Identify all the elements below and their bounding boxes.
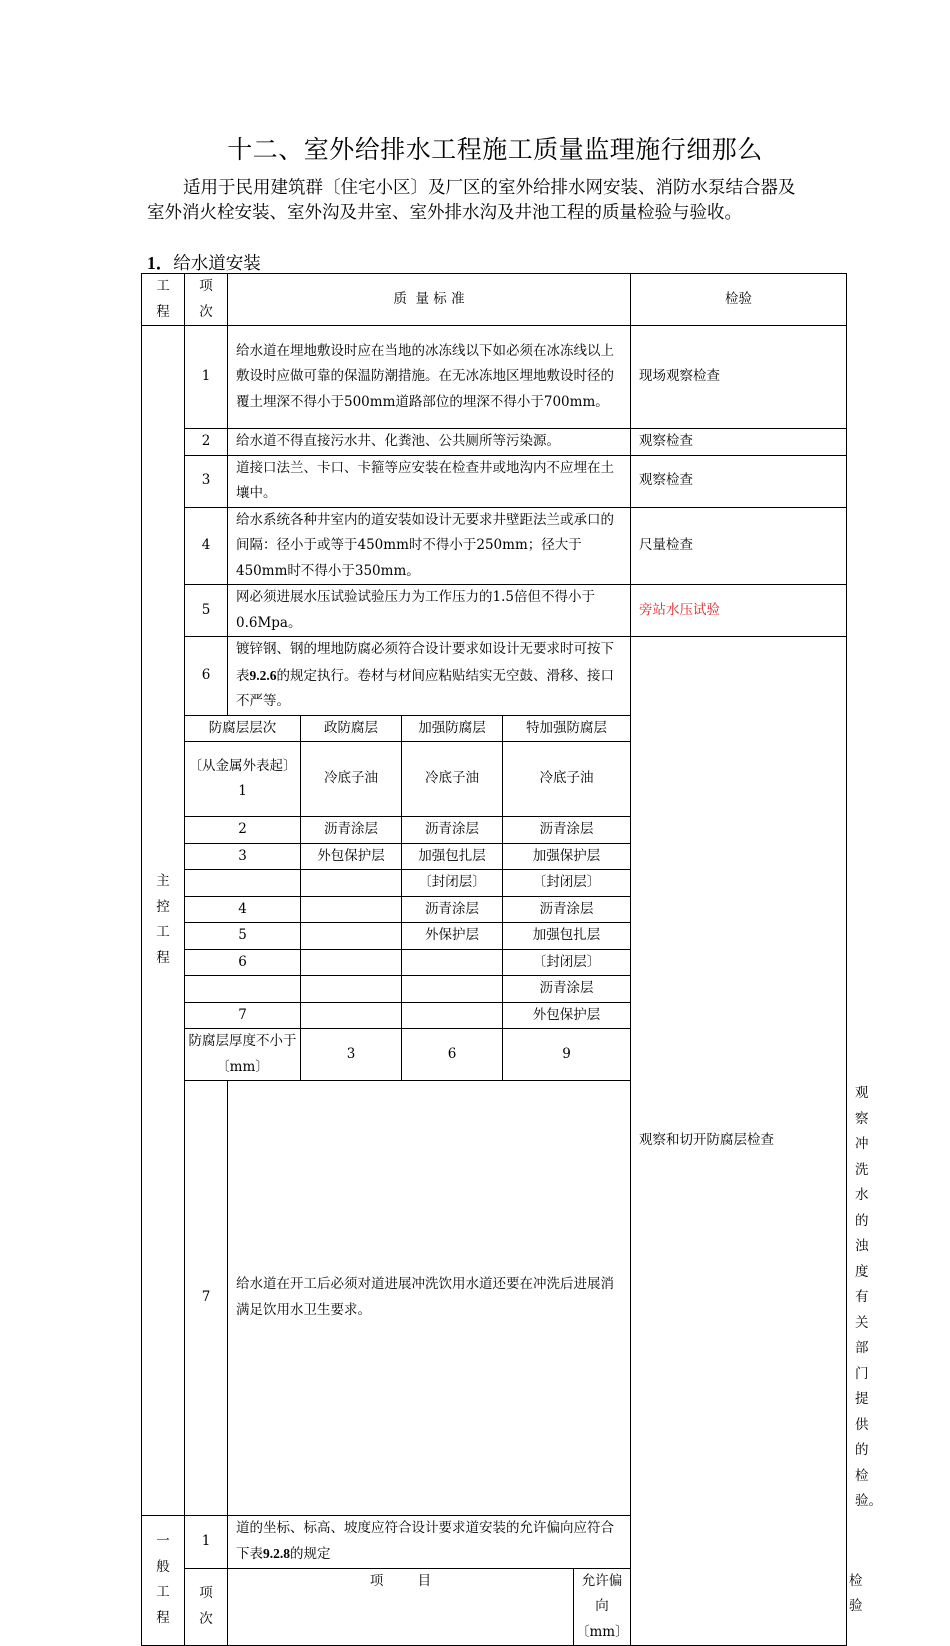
thickness-value: 6	[402, 1029, 503, 1081]
thickness-value: 3	[301, 1029, 402, 1081]
anticorrosion-layer-no	[185, 976, 301, 1003]
thickness-value: 9	[503, 1029, 631, 1081]
anticorrosion-cell	[301, 896, 402, 923]
section-label: 给水道安装	[173, 254, 261, 274]
table-row	[142, 585, 847, 637]
anticorrosion-cell: 沥青涂层	[503, 817, 631, 844]
anticorrosion-layer-no: 2	[185, 817, 301, 844]
anticorrosion-layer-no: 7	[185, 1002, 301, 1029]
standard-text: 给水道不得直接污水井、化粪池、公共厕所等污染源。	[228, 429, 631, 456]
item-no: 1	[185, 1515, 228, 1568]
table-row	[142, 455, 847, 507]
item-no: 2	[185, 429, 228, 456]
check-method: 尺量检查	[631, 507, 847, 585]
anticorrosion-header: 加强防腐层	[402, 715, 503, 742]
anticorrosion-cell: 外保护层	[402, 923, 503, 950]
item-no: 3	[185, 455, 228, 507]
anticorrosion-cell: 加强包扎层	[402, 843, 503, 870]
anticorrosion-cell: 外包保护层	[301, 843, 402, 870]
anticorrosion-cell: 〔封闭层〕	[503, 870, 631, 897]
check-method: 旁站水压试验	[631, 585, 847, 637]
standard-text-part: 道的坐标、标高、坡度应符合设计要求道安装的允许偏向应符合下表	[236, 1519, 614, 1562]
anticorrosion-header: 特加强防腐层	[503, 715, 631, 742]
standard-text: 道接口法兰、卡口、卡箍等应安装在检查井或地沟内不应埋在土壤中。	[228, 455, 631, 507]
table-row	[142, 507, 847, 585]
table-reference: 9.2.6	[249, 667, 277, 683]
check-method: 观察检查	[631, 429, 847, 456]
table-header-row	[142, 274, 847, 326]
standard-text-part: 镀锌钢、钢的埋地防腐必须符合设计要求如设计无要求时可按下表	[236, 641, 614, 684]
anticorrosion-cell: 沥青涂层	[503, 976, 631, 1003]
standard-text: 给水道在埋地敷设时应在当地的冰冻线以下如必须在冰冻线以上敷设时应做可靠的保温防潮措施。在无冰冻地区埋地敷设时径的覆土埋深不得小于500mm道路部位的埋深不得小于700mm。	[228, 326, 631, 429]
item-no: 4	[185, 507, 228, 585]
standard-text: 给水系统各种井室内的道安装如设计无要求井壁距法兰或承口的间隔：径小于或等于450mm时不得小于250mm；径大于450mm时不得小于350mm。	[228, 507, 631, 585]
anticorrosion-layer-no: 3	[185, 843, 301, 870]
anticorrosion-cell: 沥青涂层	[503, 896, 631, 923]
header-check: 检验	[631, 274, 847, 326]
anticorrosion-cell: 〔封闭层〕	[503, 949, 631, 976]
header-standard: 质 量 标 准	[228, 274, 631, 326]
anticorrosion-cell	[402, 976, 503, 1003]
thickness-label: 防腐层厚度不小于〔mm〕	[185, 1029, 301, 1081]
standard-text	[228, 1515, 631, 1568]
main-control-label: 主 控 工 程	[142, 326, 185, 1516]
anticorrosion-cell: 加强包扎层	[503, 923, 631, 950]
item-no: 1	[185, 326, 228, 429]
intro-paragraph: 适用于民用建筑群〔住宅小区〕及厂区的室外给排水网安装、消防水泵结合器及室外消火栓安装、室外沟及井室、室外排水沟及井池工程的质量检验与验收。	[147, 178, 796, 223]
anticorrosion-cell: 沥青涂层	[402, 896, 503, 923]
anticorrosion-layer-no: 〔从金属外表起〕 1	[185, 742, 301, 817]
standard-text: 网必须进展水压试验试验压力为工作压力的1.5倍但不得小于0.6Mpa。	[228, 585, 631, 637]
standard-text	[228, 637, 631, 716]
anticorrosion-cell: 加强保护层	[503, 843, 631, 870]
anticorrosion-cell: 冷底子油	[402, 742, 503, 817]
anticorrosion-layer-no	[185, 870, 301, 897]
item-no: 5	[185, 585, 228, 637]
table-row	[142, 326, 847, 429]
standard-text: 给水道在开工后必须对道进展冲洗饮用水道还要在冲洗后进展消满足饮用水卫生要求。	[228, 1081, 631, 1516]
anticorrosion-cell: 沥青涂层	[402, 817, 503, 844]
table-row	[142, 429, 847, 456]
header-project: 工 程	[142, 274, 185, 326]
anticorrosion-cell	[301, 976, 402, 1003]
item-no: 7	[185, 1081, 228, 1516]
general-label: 一 般 工 程	[142, 1515, 185, 1646]
standard-text-part: 的规定执行。卷材与材间应粘贴结实无空鼓、滑移、接口不严等。	[236, 667, 614, 709]
anticorrosion-layer-no: 5	[185, 923, 301, 950]
subheader-deviation: 允许偏向 〔mm〕	[574, 1568, 631, 1646]
table-row	[142, 637, 847, 716]
item-no: 6	[185, 637, 228, 716]
anticorrosion-cell: 冷底子油	[503, 742, 631, 817]
check-method: 观察检查	[631, 455, 847, 507]
page-title: 十二、室外给排水工程施工质量监理施行细那么	[227, 135, 763, 164]
section-heading	[147, 250, 261, 275]
header-item-no: 项 次	[185, 274, 228, 326]
check-method: 现场观察检查	[631, 326, 847, 429]
subheader-item: 项 目	[228, 1568, 574, 1646]
anticorrosion-cell: 冷底子油	[301, 742, 402, 817]
anticorrosion-cell	[301, 1002, 402, 1029]
anticorrosion-header: 政防腐层	[301, 715, 402, 742]
quality-table	[141, 273, 882, 1646]
check-method: 观察和切开防腐层检查	[631, 637, 847, 1646]
general-subheader-row: 项 次 项 目 允许偏向 〔mm〕 检验	[142, 1568, 847, 1646]
table-row: 7 给水道在开工后必须对道进展冲洗饮用水道还要在冲洗后进展消满足饮用水卫生要求。 观察冲洗水的浊度有关部门提供的检验。	[142, 1081, 847, 1516]
anticorrosion-layer-no: 6	[185, 949, 301, 976]
anticorrosion-cell	[301, 923, 402, 950]
anticorrosion-cell: 〔封闭层〕	[402, 870, 503, 897]
anticorrosion-header: 防腐层层次	[185, 715, 301, 742]
anticorrosion-cell: 沥青涂层	[301, 817, 402, 844]
subheader-item-no: 项 次	[185, 1568, 228, 1646]
table-reference: 9.2.8	[263, 1546, 290, 1561]
anticorrosion-cell	[301, 870, 402, 897]
standard-text-part: 的规定	[290, 1546, 331, 1562]
anticorrosion-cell	[402, 1002, 503, 1029]
anticorrosion-cell: 外包保护层	[503, 1002, 631, 1029]
anticorrosion-layer-no: 4	[185, 896, 301, 923]
section-number: 1．	[147, 253, 174, 273]
anticorrosion-cell	[402, 949, 503, 976]
anticorrosion-cell	[301, 949, 402, 976]
